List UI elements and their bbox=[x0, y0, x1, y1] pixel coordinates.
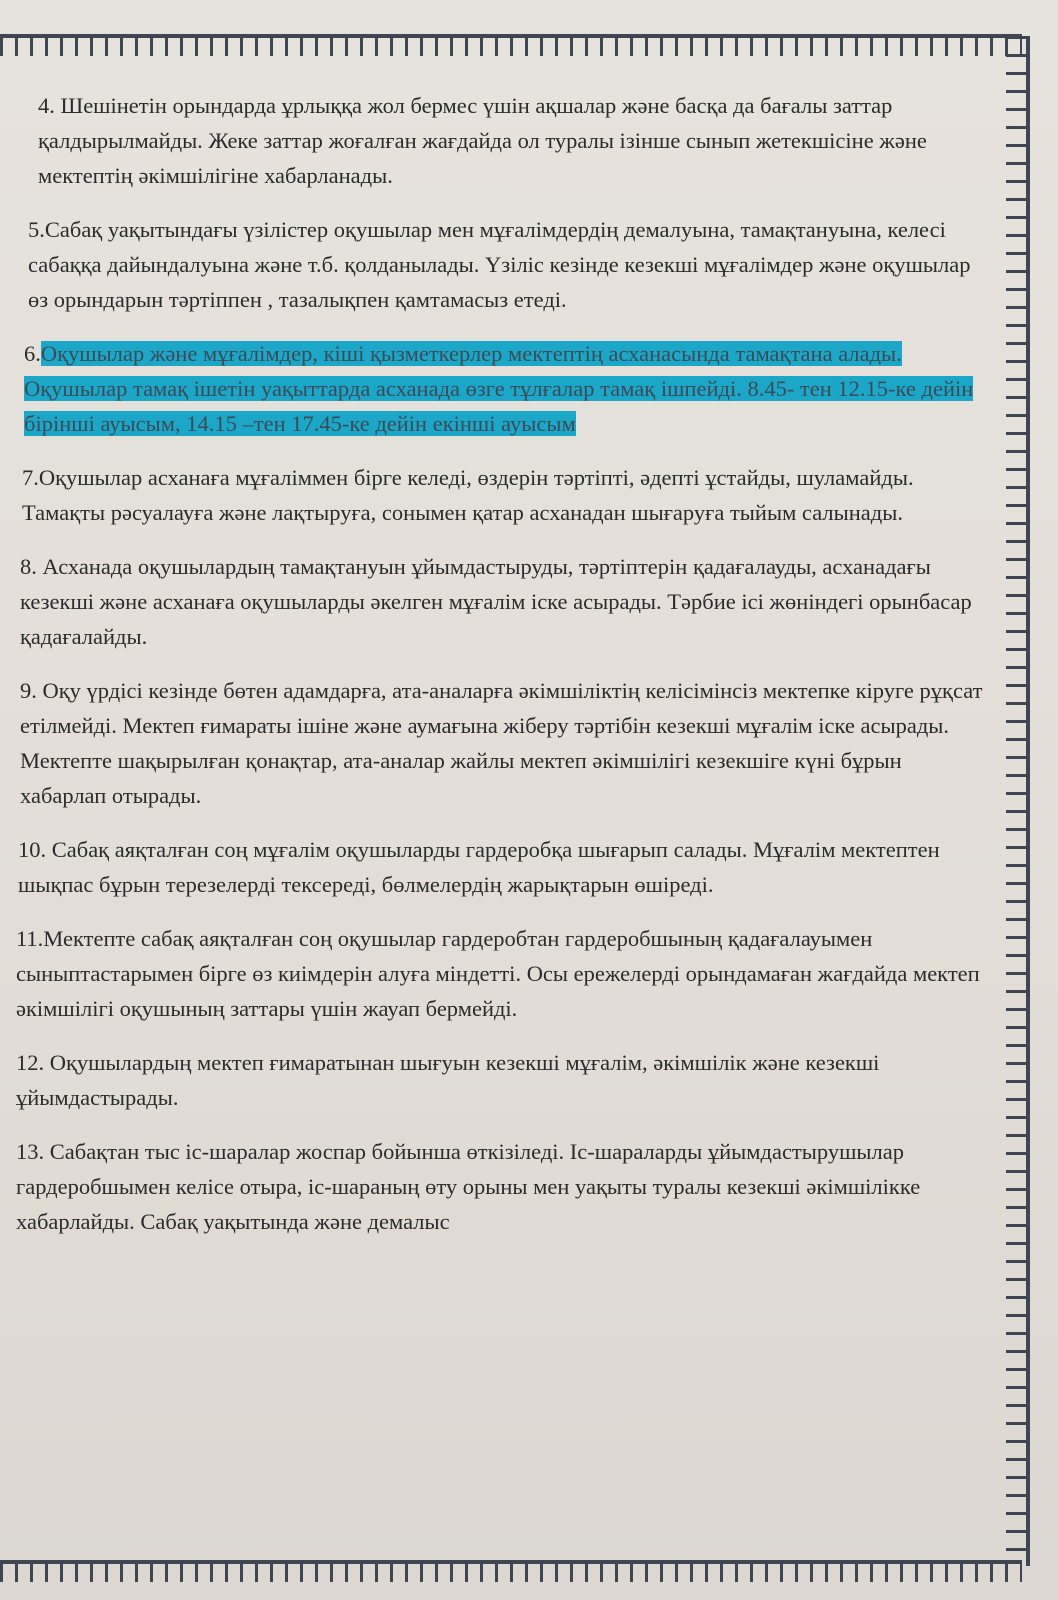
paragraph-11: 11.Мектепте сабақ аяқталған соң оқушылар гардеробтан гардеробшының қадағалауымен сыныптастарымен бірге өз киімдерін алуға міндетті. Осы ережелерді орындамаған жағдайда мектеп әкімшілігі оқушының заттары үшін жауап бермейді. bbox=[16, 926, 980, 1021]
paragraph-7: 7.Оқушылар асханаға мұғаліммен бірге келеді, өздерін тәртіпті, әдепті ұстайды, шуламайды. Тамақты рәсуалауға және лақтыруға, сонымен қатар асханадан шығаруға тыйым салынады. bbox=[22, 465, 914, 525]
paragraph-12: 12. Оқушылардың мектеп ғимаратынан шығуын кезекші мұғалім, әкімшілік және кезекші ұйымдастырады. bbox=[16, 1050, 880, 1110]
paragraph-10: 10. Сабақ аяқталған соң мұғалім оқушыларды гардеробқа шығарып салады. Мұғалім мектептен шықпас бұрын терезелерді тексереді, бөлмелердің жарықтарын өшіреді. bbox=[18, 837, 940, 897]
paragraph-6-number: 6. bbox=[24, 341, 41, 366]
document-body bbox=[16, 88, 986, 1258]
paragraph-5: 5.Сабақ уақытындағы үзілістер оқушылар мен мұғалімдердің демалуына, тамақтануына, келесі сабаққа дайындалуына және т.б. қолданылады. Үзіліс кезінде кезекші мұғалімдер және оқушылар өз орындарын тәртіппен , тазалықпен қамтамасыз етеді. bbox=[28, 217, 971, 312]
paragraph-8: 8. Асханада оқушылардың тамақтануын ұйымдастыруды, тәртіптерін қадағалауды, асханадағы кезекші және асханаға оқушыларды әкелген мұғалім іске асырады. Тәрбие ісі жөніндегі орынбасар қадағалайды. bbox=[20, 554, 972, 649]
decorative-border-bottom bbox=[0, 1560, 1022, 1582]
paragraph-13: 13. Сабақтан тыс іс-шаралар жоспар бойынша өткізіледі. Іс-шараларды ұйымдастырушылар гардеробшымен келісе отыра, іс-шараның өту орыны мен уақыты туралы кезекші әкімшілікке хабарлайды. Сабақ уақытында және демалыс bbox=[16, 1139, 921, 1234]
paragraph-4: 4. Шешінетін орындарда ұрлыққа жол бермес үшін ақшалар және басқа да бағалы заттар қалдырылмайды. Жеке заттар жоғалған жағдайда ол туралы ізінше сынып жетекшісіне және мектептің әкімшілігіне хабарланады. bbox=[38, 93, 927, 188]
decorative-border-top bbox=[0, 34, 1022, 56]
decorative-border-right bbox=[1006, 36, 1030, 1566]
highlighted-text: Оқушылар және мұғалімдер, кіші қызметкерлер мектептің асханасында тамақтана алады. Оқушылар тамақ ішетін уақыттарда асханада өзге тұлғалар тамақ ішпейді. 8.45- тен 12.15-ке дейін бірінші ауысым, 14.15 –тен 17.45-ке дейін екінші ауысым bbox=[24, 341, 974, 436]
paragraph-6 bbox=[16, 336, 986, 441]
paragraph-9: 9. Оқу үрдісі кезінде бөтен адамдарға, ата-аналарға әкімшіліктің келісімінсіз мектепке кіруге рұқсат етілмейді. Мектеп ғимараты ішіне және аумағына жіберу тәртібін кезекші мұғалім іске асырады. Мектепте шақырылған қонақтар, ата-аналар жайлы мектеп әкімшілігі кезекшіге күні бұрын хабарлап отырады. bbox=[20, 678, 983, 808]
